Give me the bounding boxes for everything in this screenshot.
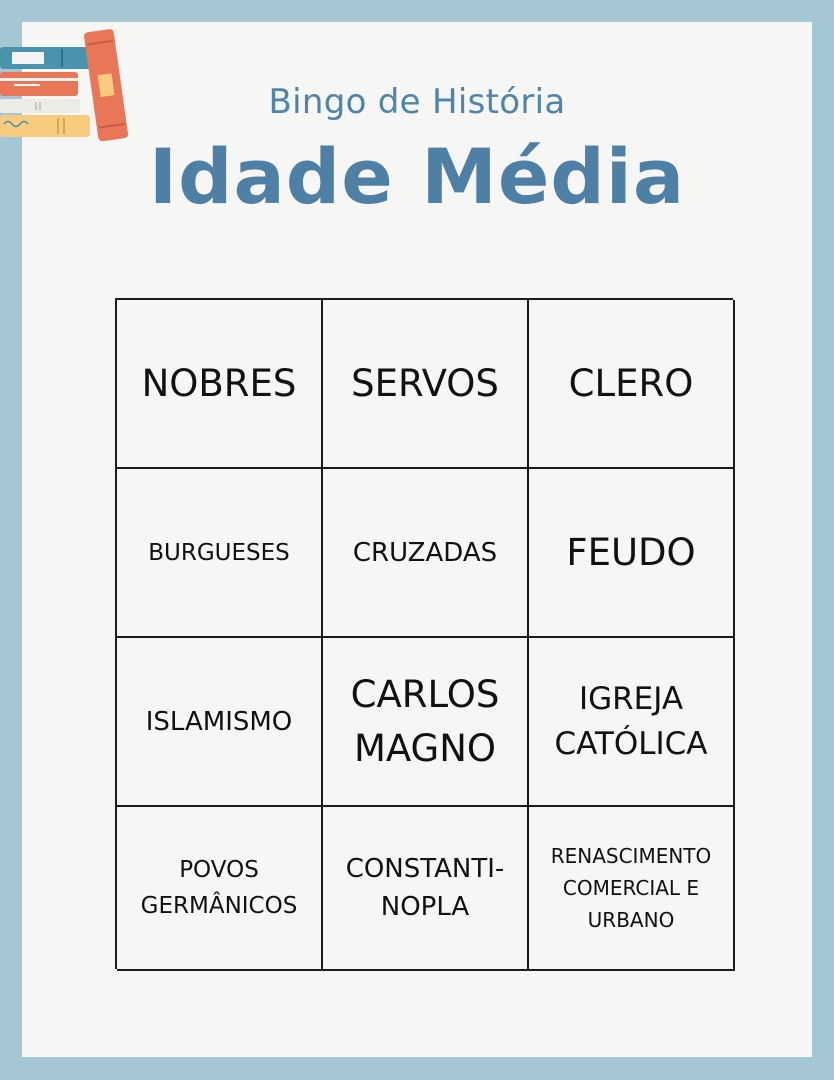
page-subtitle: Bingo de História xyxy=(268,82,566,122)
bingo-card xyxy=(115,298,733,969)
bingo-cell: NOBRES xyxy=(117,300,323,469)
bingo-cell: ISLAMISMO xyxy=(117,638,323,807)
bingo-cell: CARLOS MAGNO xyxy=(323,638,529,807)
bingo-cell: CONSTANTI- NOPLA xyxy=(323,807,529,971)
bingo-cell: BURGUESES xyxy=(117,469,323,638)
bingo-cell: CLERO xyxy=(529,300,735,469)
page-title: Idade Média xyxy=(148,132,686,221)
bingo-cell: IGREJA CATÓLICA xyxy=(529,638,735,807)
bingo-cell: RENASCIMENTO COMERCIAL E URBANO xyxy=(529,807,735,971)
bingo-cell: CRUZADAS xyxy=(323,469,529,638)
bingo-cell: SERVOS xyxy=(323,300,529,469)
bingo-cell: POVOS GERMÂNICOS xyxy=(117,807,323,971)
bingo-cell: FEUDO xyxy=(529,469,735,638)
